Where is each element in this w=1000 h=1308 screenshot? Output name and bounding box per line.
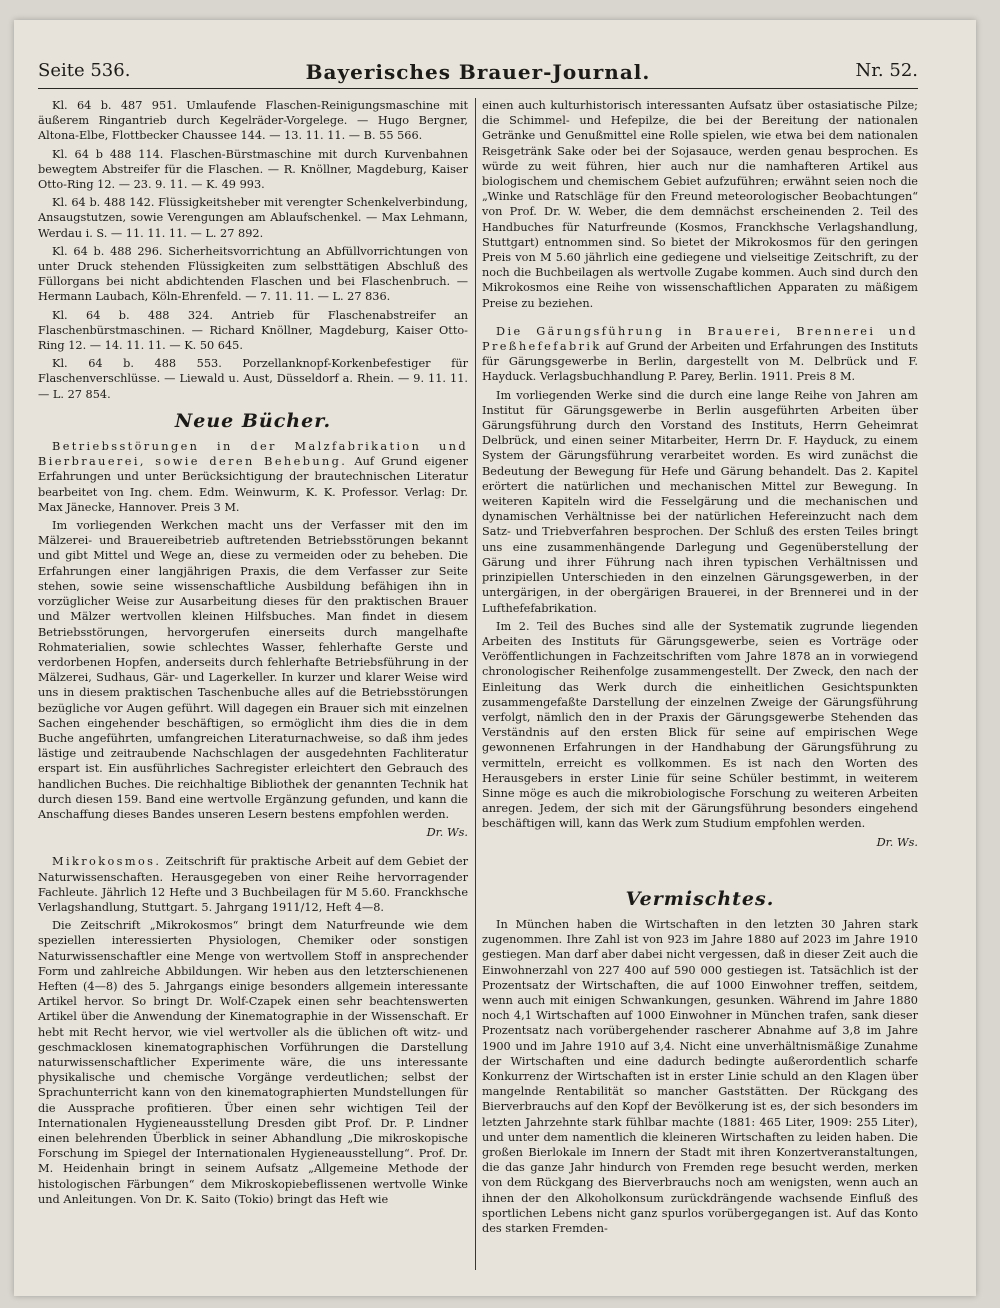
book-review-text: Im 2. Teil des Buches sind alle der Systematik zugrunde liegenden Arbeiten des Instituts für Gärungsgewerbe, seien es Vorträge oder Veröffentlichungen in Fachzeitschriften vom Jahre 1878 an in vorwiegend chronologischer Reihenfolge zusammengestellt. Der Zweck, den nach der Einleitung das Werk durch die einheitlichen Gesichtspunkten zusammengefaßte Darstellung der einzelnen Zweige der Gärungsführung verfolgt, nämlich den in der Praxis der Gärungsgewerbe Stehenden das Verständnis auf den ersten Blick für seine auf empirischen Wege gewonnenen Erfahrungen in der Handhabung der Gärungsführung zu vermitteln, erreicht es vollkommen. Es ist nach den Worten des Herausgebers in erster Linie für seine Schüler bestimmt, in weiterem Sinne möge es auch die mikrobiologische Forschung zu weiteren Arbeiten anregen. Jedem, der sich mit der Gärungsführung besonders eingehend beschäftigen will, kann das Werk zum Studium empfohlen werden. [482, 619, 918, 831]
section-heading-vermischtes: Vermischtes. [625, 887, 775, 910]
patent-entry: Kl. 64 b. 488 142. Flüssigkeitsheber mit verengter Schenkelverbindung, Ansaugstutzen, sowie Verengungen am Ablaufschenkel. — Max Lehmann, Werdau i. S. — 11. 11. 11. — L. 27 892. [38, 196, 468, 240]
patent-entry: Kl. 64 b. 488 553. Porzellanknopf-Korkenbefestiger für Flaschenverschlüsse. — Liewald u. Aust, Düsseldorf a. Rhein. — 9. 11. 11. — L. 27 854. [38, 357, 468, 401]
book-details: auf Grund der Arbeiten und Erfahrungen des Instituts für Gärungsgewerbe in Berlin, dargestellt von M. Delbrück und F. Hayduck. Verlagsbuchhandlung P. Parey, Berlin. 1911. Preis 8 M. [482, 340, 919, 384]
book-title: Die Gärungsführung in Brauerei, Brennerei und Preßhefefabrik [482, 324, 918, 354]
patent-entry: Kl. 64 b. 488 324. Antrieb für Flaschenabstreifer an Flaschenbürstmaschinen. — Richard Knöllner, Magdeburg, Kaiser Otto-Ring 12. — 14. 11. 11. — K. 50 645. [38, 308, 468, 353]
book-details: Auf Grund eigener Erfahrungen und unter Berücksichtigung der brautechnischen Literatur bearbeitet von Ing. chem. Edm. Weinwurm, K. K. Professor. Verlag: Dr. Max Jänecke, Hannover. Preis 3 M. [38, 455, 468, 514]
book-review-text: Die Zeitschrift „Mikrokosmos“ bringt dem Naturfreunde wie dem speziellen interessierten Physiologen, Chemiker oder sonstigen Naturwissenschaftler eine Menge von wertvollem Stoff in ansprechender Form und zahlreiche Abbildungen. Wir heben aus den letzterschienenen Heften (4—8) des 5. Jahrgangs einige besonders allgemein interessante Artikel hervor. So bringt Dr. Wolf-Czapek einen sehr beachtenswerten Artikel über die Anwendung der Kinematographie in der Wissenschaft. Er hebt mit Recht hervor, wie viel wertvoller als die üblichen oft witz- und geschmacklosen kinematographischen Vorführungen die Darstellung naturwissenschaftlicher Experimente wäre, die uns interessante physikalische und chemische Vorgänge verdeutlichen; selbst der Sprachunterricht kann von den kinematographierten Mundstellungen für die Aussprache profitieren. Über einen sehr wichtigen Teil der Internationalen Hygieneausstellung Dresden gibt Prof. Dr. P. Lindner einen belehrenden Überblick in seiner Abhandlung „Die mikroskopische Forschung im Spiegel der Internationalen Hygieneausstellung“. Prof. Dr. M. Heidenhain bringt in seinem Aufsatz „Allgemeine Methode der histologischen Färbungen“ dem Mikroskopiebeflissenen wertvolle Winke und Anleitungen. Von Dr. K. Saito (Tokio) bringt das Heft wie [38, 919, 468, 1206]
left-column [38, 98, 468, 1210]
patent-entry: Kl. 64 b 488 114. Flaschen-Bürstmaschine mit durch Kurvenbahnen bewegtem Abstreifer für die Flaschen. — R. Knöllner, Magdeburg, Kaiser Otto-Ring 12. — 23. 9. 11. — K. 49 993. [38, 147, 468, 192]
column-divider [475, 98, 476, 1270]
patent-entry: Kl. 64 b. 487 951. Umlaufende Flaschen-Reinigungsmaschine mit äußerem Ringantrieb durch Kegelräder-Vorgelege. — Hugo Bergner, Altona-Elbe, Flottbecker Chaussee 144. — 13. 11. 11. — B. 55 566. [38, 99, 468, 143]
book-details: Zeitschrift für praktische Arbeit auf dem Gebiet der Naturwissenschaften. Herausgegeben von einer Reihe hervorragender Fachleute. Jährlich 12 Hefte und 3 Buchbeilagen für M 5.60. Franckhsche Verlagshandlung, Stuttgart. 5. Jahrgang 1911/12, Heft 4—8. [38, 855, 469, 914]
book-review-intro [38, 439, 468, 515]
journal-title: Bayerisches Brauer-Journal. [305, 60, 651, 84]
right-column [482, 98, 918, 1239]
section-heading-neue-buecher: Neue Bücher. [174, 409, 332, 432]
book-review-continuation: einen auch kulturhistorisch interessanten Aufsatz über ostasiatische Pilze; die Schimmel- und Hefepilze, die bei der Bereitung der nationalen Getränke und Genußmittel eine Rolle spielen, wie etwa bei dem nationalen Reisgetränk Sake oder bei der Sojasauce, werden genau besprochen. Es würde zu weit führen, hier auch nur die namhafteren Artikel aus biologischem und chemischem Gebiet aufzuführen; erwähnt seien noch die „Winke und Ratschläge für den Freund meteorologischer Beobachtungen“ von Prof. Dr. W. Weber, die dem demnächst erscheinenden 2. Teil des Handbuches für Naturfreunde (Kosmos, Franckhsche Verlagshandlung, Stuttgart) entnommen sind. So bietet der Mikrokosmos für den geringen Preis von M 5.60 jährlich eine gediegene und vielseitige Zeitschrift, zu der noch die Buchbeilagen als wertvolle Zugabe kommen. Auch sind durch den Mikrokosmos eine Reihe von wissenschaftlichen Apparaten zu mäßigem Preise zu beziehen. [482, 99, 918, 310]
patent-entry: Kl. 64 b. 488 296. Sicherheitsvorrichtung an Abfüllvorrichtungen von unter Druck stehenden Flüssigkeiten zum selbsttätigen Abschluß des Füllorgans bei nicht abdichtenden Flaschen und bei Flaschenbruch. — Hermann Laubach, Köln-Ehrenfeld. — 7. 11. 11. — L. 27 836. [38, 244, 468, 304]
book-title: Betriebsstörungen in der Malzfabrikation und Bierbrauerei, sowie deren Behebung. [38, 440, 468, 469]
book-review-text: Im vorliegenden Werkchen macht uns der Verfasser mit den im Mälzerei- und Brauereibetrieb auftretenden Betriebsstörungen bekannt und gibt Mittel und Wege an, diese zu vermeiden oder zu beheben. Die Erfahrungen einer langjährigen Praxis, die dem Verfasser zur Seite stehen, sowie seine wissenschaftliche Ausbildung befähigen ihn in vorzüglicher Weise zur Ausarbeitung dieses für den praktischen Brauer und Mälzer wertvollen kleinen Hilfsbuches. Man findet in diesem Betriebsstörungen, hervorgerufen einerseits durch mangelhafte Rohmaterialien, sowie schlechtes Wasser, fehlerhafte Gerste und verdorbenen Hopfen, anderseits durch fehlerhafte Betriebsführung in der Mälzerei, Sudhaus, Gär- und Lagerkeller. In kurzer und klarer Weise wird uns in diesem praktischen Taschenbuche alles auf die Betriebsstörungen bezügliche vor Augen geführt. Will dagegen ein Brauer sich mit einzelnen Sachen eingehender beschäftigen, so ermöglicht ihm dies die in dem Buche angeführten, umfangreichen Literaturnachweise, so daß ihm jedes lästige und zeitraubende Nachschlagen der ausgedehnten Fachliteratur erspart ist. Ein ausführliches Sachregister erleichtert den Gebrauch des handlichen Buches. Die reichhaltige Bibliothek der genannten Technik hat durch diesen 159. Band eine wertvolle Ergänzung gefunden, und kann die Anschaffung dieses Bandes unseren Lesern bestens empfohlen werden. [38, 519, 468, 821]
review-signature: Dr. Ws. [426, 826, 468, 840]
news-article-text: In München haben die Wirtschaften in den letzten 30 Jahren stark zugenommen. Ihre Zahl ist von 923 im Jahre 1880 auf 2023 im Jahre 1910 gestiegen. Man darf aber dabei nicht vergessen, daß in dieser Zeit auch die Einwohnerzahl von 227 400 auf 590 000 gestiegen ist. Tatsächlich ist der Prozentsatz der Wirtschaften, die auf 1000 Einwohner treffen, seitdem, wenn auch mit einigen Schwankungen, gesunken. Während im Jahre 1880 noch 4,1 Wirtschaften auf 1000 Einwohner in München trafen, sank dieser Prozentsatz nach vorübergehender rascherer Abnahme auf 3,8 im Jahre 1900 und im Jahre 1910 auf 3,4. Nicht eine unverhältnismäßige Zunahme der Wirtschaften und eine dadurch bedingte außerordentlich scharfe Konkurrenz der Wirtschaften ist in erster Linie schuld an den Klagen über mangelnde Rentabilität so mancher Gaststätten. Der Rückgang des Bierverbrauchs auf den Kopf der Bevölkerung ist es, der sich besonders im letzten Jahrzehnte stark fühlbar machte (1881: 465 Liter, 1909: 255 Liter), und unter dem namentlich die kleineren Wirtschaften zu leiden haben. Die großen Bierlokale im Innern der Stadt mit ihren Konzertveranstaltungen, die das ganze Jahr hindurch von Fremden rege besucht werden, merken von dem Rückgang des Bierverbrauchs noch am wenigsten, wenn auch an ihnen der den Alkoholkonsum zurückdrängende wachsende Einfluß des sportlichen Lebens nicht ganz spurlos vorübergegangen ist. Auf das Konto des starken Fremden- [482, 917, 918, 1236]
page-number: Seite 536. [38, 60, 131, 81]
page-header [38, 58, 918, 89]
book-review-text: Im vorliegenden Werke sind die durch eine lange Reihe von Jahren am Institut für Gärungsgewerbe in Berlin ausgeführten Arbeiten über Gärungsführung durch den Vorstand des Instituts, Herrn Geheimrat Delbrück, und einen seiner Mitarbeiter, Herrn Dr. F. Hayduck, zu einem System der Gärungsführung verarbeitet worden. Es wird zunächst die Bedeutung der Bewegung für Hefe und Gärung behandelt. Das 2. Kapitel erörtert die natürlichen und mechanischen Mittel zur Bewegung. In weiteren Kapiteln wird die Fesselgärung und die mechanischen und dynamischen Verhältnisse bei der natürlichen Hefereinzucht nach dem Satz- und Triebverfahren besprochen. Der Schluß des ersten Teiles bringt uns eine zusammenhängende Darlegung und Gegenüberstellung der Gärung und ihrer Führung nach ihren typischen Verhältnissen und prinzipiellen Unterschieden in den einzelnen Gärungsgewerben, in der untergärigen, in der obergärigen Brauerei, in der Brennerei und in der Lufthefefabrikation. [482, 388, 918, 615]
issue-number: Nr. 52. [855, 60, 918, 81]
review-signature: Dr. Ws. [876, 835, 918, 849]
newspaper-page [14, 20, 976, 1296]
book-review-intro [482, 324, 918, 385]
book-title: Mikrokosmos. [52, 855, 162, 869]
book-review-intro [38, 854, 468, 915]
